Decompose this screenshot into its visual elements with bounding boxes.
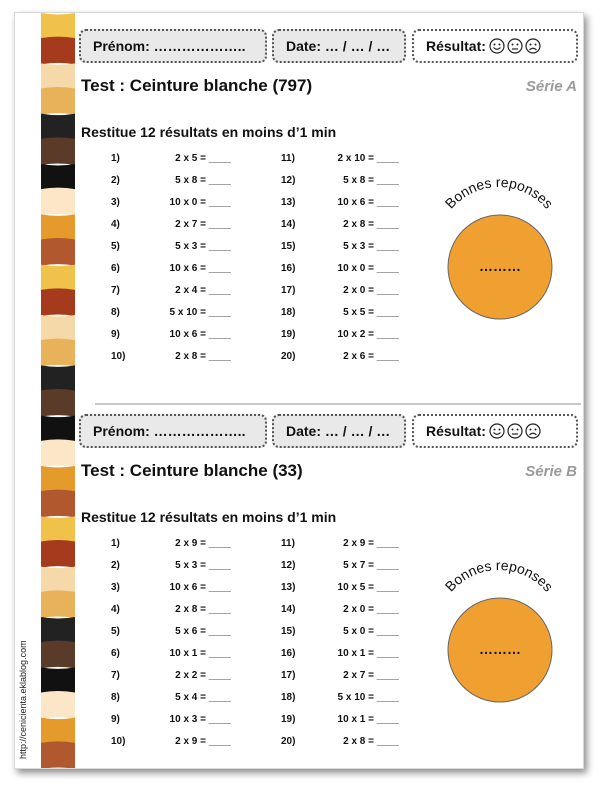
- multiplication-question[interactable]: 2 x 4 = ____: [175, 285, 231, 296]
- happy-face-icon[interactable]: [489, 38, 505, 54]
- question-number: 2): [111, 560, 120, 571]
- question-number: 13): [281, 582, 296, 593]
- svg-text:Bonnes réponses: [442, 562, 557, 595]
- worksheet-page: [14, 12, 584, 769]
- score-dots[interactable]: ………: [479, 258, 521, 274]
- strip-band: [41, 265, 75, 293]
- strip-band: [41, 63, 75, 91]
- question-number: 5): [111, 626, 120, 637]
- multiplication-question[interactable]: 10 x 3 = ____: [169, 714, 231, 725]
- question-number: 13): [281, 197, 296, 208]
- strip-band: [41, 741, 75, 768]
- prenom-label: Prénom: ………………..: [93, 38, 246, 54]
- question-number: 2): [111, 175, 120, 186]
- multiplication-question[interactable]: 10 x 6 = ____: [169, 263, 231, 274]
- multiplication-question[interactable]: 5 x 0 = ____: [343, 626, 399, 637]
- question-number: 18): [281, 692, 296, 703]
- prenom-box[interactable]: [79, 414, 267, 448]
- strip-band: [41, 691, 75, 719]
- prenom-label: Prénom: ………………..: [93, 423, 246, 439]
- strip-band: [41, 641, 75, 669]
- question-number: 7): [111, 285, 120, 296]
- strip-band: [41, 389, 75, 417]
- resultat-label: Résultat:: [426, 38, 486, 54]
- strip-band: [41, 114, 75, 142]
- strip-band: [41, 315, 75, 343]
- resultat-label: Résultat:: [426, 423, 486, 439]
- date-label: Date: … / … / …: [286, 38, 391, 54]
- question-number: 8): [111, 692, 120, 703]
- strip-band: [41, 13, 75, 41]
- multiplication-question[interactable]: 2 x 6 = ____: [343, 351, 399, 362]
- multiplication-question[interactable]: 10 x 0 = ____: [337, 263, 399, 274]
- question-number: 20): [281, 736, 296, 747]
- multiplication-question[interactable]: 5 x 8 = ____: [175, 175, 231, 186]
- score-circle-graphic: [419, 179, 579, 329]
- multiplication-question[interactable]: 2 x 9 = ____: [343, 538, 399, 549]
- svg-text:Bonnes réponses: [442, 179, 557, 212]
- multiplication-question[interactable]: 5 x 3 = ____: [175, 560, 231, 571]
- test-title: Test : Ceinture blanche (33): [81, 461, 303, 480]
- multiplication-question[interactable]: 10 x 1 = ____: [169, 648, 231, 659]
- question-number: 16): [281, 648, 296, 659]
- strip-band: [41, 466, 75, 494]
- strip-band: [41, 490, 75, 518]
- neutral-face-icon[interactable]: [507, 38, 523, 54]
- multiplication-question[interactable]: 2 x 7 = ____: [175, 219, 231, 230]
- question-number: 10): [111, 351, 126, 362]
- question-number: 12): [281, 560, 296, 571]
- multiplication-question[interactable]: 2 x 8 = ____: [175, 351, 231, 362]
- strip-band: [41, 718, 75, 746]
- strip-band: [41, 137, 75, 165]
- question-number: 11): [281, 538, 295, 549]
- multiplication-question[interactable]: 10 x 6 = ____: [337, 197, 399, 208]
- score-circle-graphic: [419, 562, 579, 712]
- multiplication-question[interactable]: 2 x 5 = ____: [175, 153, 231, 164]
- question-number: 7): [111, 670, 120, 681]
- test-section-b: [79, 414, 579, 764]
- neutral-face-icon[interactable]: [507, 423, 523, 439]
- strip-band: [41, 416, 75, 444]
- question-number: 5): [111, 241, 120, 252]
- instruction: Restitue 12 résultats en moins d’1 min: [81, 509, 337, 525]
- strip-band: [41, 540, 75, 568]
- resultat-box: [412, 29, 578, 63]
- question-number: 19): [281, 714, 296, 725]
- date-label: Date: … / … / …: [286, 423, 391, 439]
- multiplication-question[interactable]: 2 x 10 = ____: [337, 153, 399, 164]
- multiplication-question[interactable]: 5 x 6 = ____: [175, 626, 231, 637]
- date-box[interactable]: [272, 29, 406, 63]
- question-number: 3): [111, 197, 120, 208]
- decorative-strip: [15, 13, 75, 768]
- strip-band: [41, 667, 75, 695]
- question-number: 6): [111, 648, 120, 659]
- sad-face-icon[interactable]: [525, 38, 541, 54]
- question-number: 1): [111, 153, 120, 164]
- question-number: 20): [281, 351, 296, 362]
- test-section-a: [79, 29, 579, 399]
- question-number: 1): [111, 538, 120, 549]
- strip-band: [41, 339, 75, 367]
- strip-band: [41, 214, 75, 242]
- prenom-box[interactable]: [79, 29, 267, 63]
- multiplication-question[interactable]: 2 x 8 = ____: [343, 219, 399, 230]
- question-number: 10): [111, 736, 126, 747]
- strip-band: [41, 37, 75, 65]
- test-title: Test : Ceinture blanche (797): [81, 76, 313, 95]
- strip-band: [41, 164, 75, 192]
- multiplication-question[interactable]: 2 x 0 = ____: [343, 604, 399, 615]
- strip-band: [41, 439, 75, 467]
- strip-band: [41, 188, 75, 216]
- score-dots[interactable]: ………: [479, 641, 521, 657]
- resultat-box: [412, 414, 578, 448]
- multiplication-question[interactable]: 5 x 5 = ____: [343, 307, 399, 318]
- multiplication-question[interactable]: 2 x 8 = ____: [343, 736, 399, 747]
- question-number: 9): [111, 329, 120, 340]
- section-divider: [95, 403, 581, 405]
- strip-band: [41, 516, 75, 544]
- serie-label: Série A: [525, 78, 577, 95]
- question-number: 15): [281, 626, 296, 637]
- strip-band: [41, 590, 75, 618]
- happy-face-icon[interactable]: [489, 423, 505, 439]
- question-number: 9): [111, 714, 120, 725]
- question-number: 14): [281, 219, 296, 230]
- multiplication-question[interactable]: 10 x 1 = ____: [337, 648, 399, 659]
- site-url: http://cenicienta.eklablog.com: [18, 640, 28, 759]
- multiplication-question[interactable]: 2 x 8 = ____: [175, 604, 231, 615]
- multiplication-question[interactable]: 5 x 3 = ____: [343, 241, 399, 252]
- multiplication-question[interactable]: 2 x 0 = ____: [343, 285, 399, 296]
- strip-band: [41, 617, 75, 645]
- question-number: 16): [281, 263, 296, 274]
- multiplication-question[interactable]: 2 x 7 = ____: [343, 670, 399, 681]
- multiplication-question[interactable]: 5 x 8 = ____: [343, 175, 399, 186]
- patterned-ribbon: [41, 13, 75, 768]
- question-number: 19): [281, 329, 296, 340]
- question-number: 11): [281, 153, 295, 164]
- multiplication-question[interactable]: 10 x 2 = ____: [337, 329, 399, 340]
- question-number: 12): [281, 175, 296, 186]
- multiplication-question[interactable]: 5 x 10 = ____: [337, 692, 399, 703]
- question-number: 6): [111, 263, 120, 274]
- strip-band: [41, 567, 75, 595]
- question-number: 4): [111, 219, 120, 230]
- question-number: 4): [111, 604, 120, 615]
- multiplication-question[interactable]: 2 x 9 = ____: [175, 538, 231, 549]
- question-number: 3): [111, 582, 120, 593]
- bonnes-reponses-label: Bonnes réponses: [441, 179, 557, 212]
- multiplication-question[interactable]: 10 x 5 = ____: [337, 582, 399, 593]
- multiplication-question[interactable]: 5 x 4 = ____: [175, 692, 231, 703]
- multiplication-question[interactable]: 2 x 2 = ____: [175, 670, 231, 681]
- multiplication-question[interactable]: 2 x 9 = ____: [175, 736, 231, 747]
- question-number: 8): [111, 307, 120, 318]
- multiplication-question[interactable]: 5 x 7 = ____: [343, 560, 399, 571]
- multiplication-question[interactable]: 10 x 6 = ____: [169, 582, 231, 593]
- instruction: Restitue 12 résultats en moins d’1 min: [81, 124, 337, 140]
- question-number: 14): [281, 604, 296, 615]
- bonnes-reponses-label: Bonnes réponses: [441, 562, 557, 595]
- multiplication-question[interactable]: 5 x 3 = ____: [175, 241, 231, 252]
- date-box[interactable]: [272, 414, 406, 448]
- strip-band: [41, 365, 75, 393]
- strip-band: [41, 238, 75, 266]
- question-number: 15): [281, 241, 296, 252]
- score-area: [419, 562, 579, 712]
- multiplication-question[interactable]: 10 x 6 = ____: [169, 329, 231, 340]
- score-area: [419, 179, 579, 329]
- serie-label: Série B: [525, 463, 577, 480]
- sad-face-icon[interactable]: [525, 423, 541, 439]
- multiplication-question[interactable]: 10 x 1 = ____: [337, 714, 399, 725]
- multiplication-question[interactable]: 10 x 0 = ____: [169, 197, 231, 208]
- multiplication-question[interactable]: 5 x 10 = ____: [169, 307, 231, 318]
- question-number: 18): [281, 307, 296, 318]
- question-number: 17): [281, 670, 296, 681]
- question-number: 17): [281, 285, 296, 296]
- strip-band: [41, 288, 75, 316]
- strip-band: [41, 87, 75, 115]
